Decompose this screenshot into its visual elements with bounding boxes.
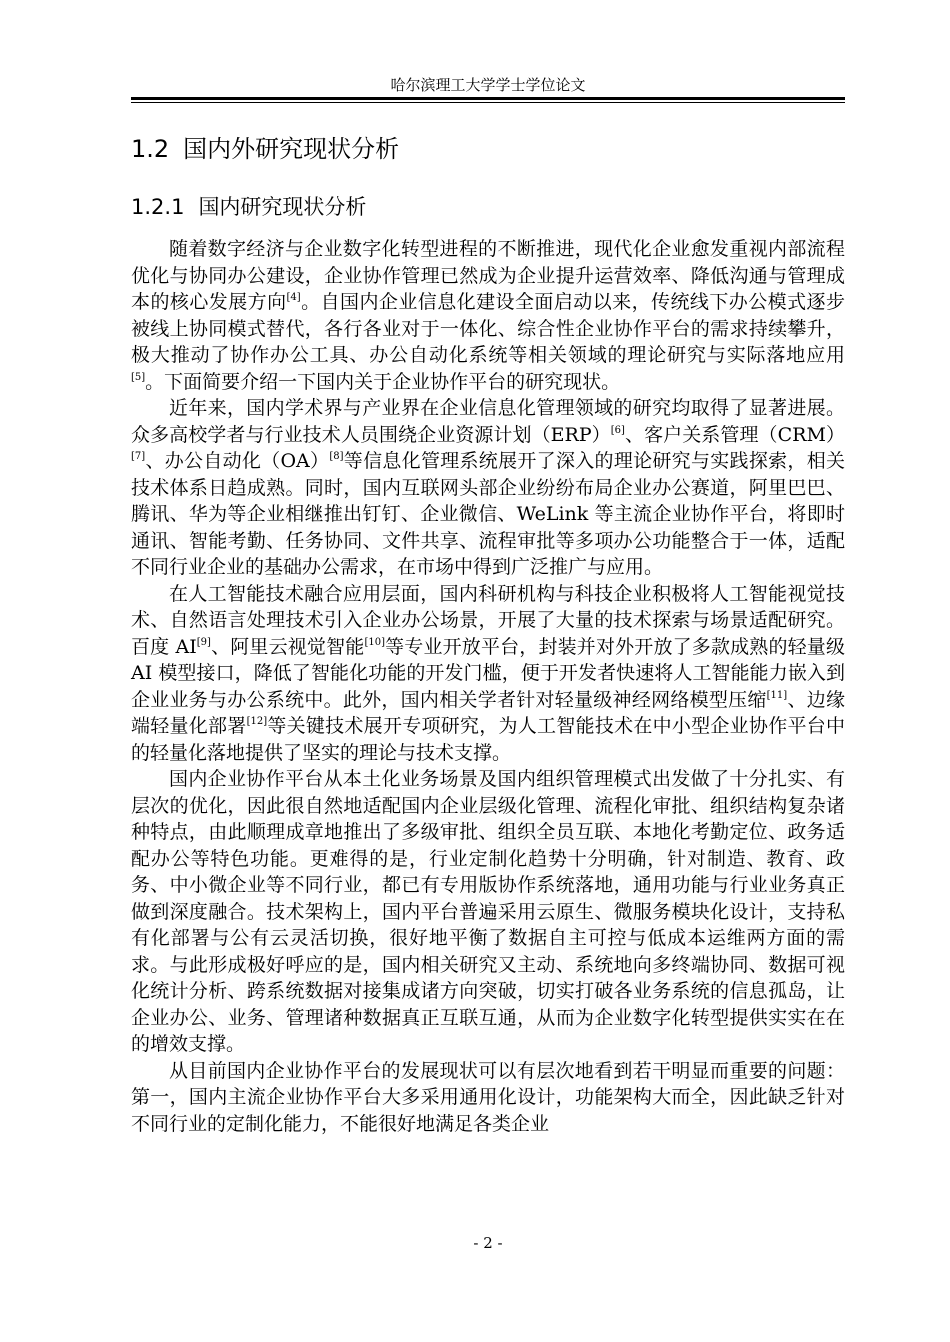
subsection-title: 国内研究现状分析 [198,195,367,219]
body-text [131,236,845,1137]
citation-ref: [9] [196,636,211,648]
header-rule [131,97,845,100]
citation-ref: [6] [610,424,625,436]
text-run: 在人工智能技术融合应用层面，国内科研机构与科技企业积极将人工智能视觉技术、自然语言处理技术引入企业办公场景，开展了大量的技术探索与场景适配研究。百度 AI [131,582,845,658]
paragraph [131,581,845,767]
text-run: 、客户关系管理（CRM） [624,423,845,446]
text-run: 从目前国内企业协作平台的发展现状可以有层次地看到若干明显而重要的问题：第一，国内主流企业协作平台大多采用通用化设计，功能架构大而全，因此缺乏针对不同行业的定制化能力，不能很好地满足各类企业 [131,1059,845,1135]
text-run: 国内企业协作平台从本土化业务场景及国内组织管理模式出发做了十分扎实、有层次的优化，因此很自然地适配国内企业层级化管理、流程化审批、组织结构复杂诸种特点，由此顺理成章地推出了多级审批、组织全员互联、本地化考勤定位、政务适配办公等特色功能。更难得的是，行业定制化趋势十分明确，针对制造、教育、政务、中小微企业等不同行业，都已有专用版协作系统落地，通用功能与行业业务真正做到深度融合。技术架构上，国内平台普遍采用云原生、微服务模块化设计，支持私有化部署与公有云灵活切换，很好地平衡了数据自主可控与低成本运维两方面的需求。与此形成极好呼应的是，国内相关研究又主动、系统地向多终端协同、数据可视化统计分析、跨系统数据对接集成诸方向突破，切实打破各业务系统的信息孤岛，让企业办公、业务、管理诸种数据真正互联互通，从而为企业数字化转型提供实实在在的增效支撑。 [131,768,845,1055]
citation-ref: [7] [131,451,146,462]
paragraph [131,395,845,581]
text-run: 、边缘端轻量化部署 [131,688,845,737]
page-number: - 2 - [473,1234,503,1252]
paragraph [131,236,845,395]
citation-ref: [10] [364,636,385,648]
citation-ref: [5] [131,371,146,383]
citation-ref: [11] [766,689,788,701]
citation-ref: [8] [329,451,344,462]
section-title: 国内外研究现状分析 [183,135,400,163]
text-run: 、阿里云视觉智能 [210,635,365,658]
section-heading [131,132,399,166]
section-number: 1.2 [131,135,170,163]
running-header: 哈尔滨理工大学学士学位论文 [390,76,586,94]
citation-ref: [4] [286,292,301,303]
paragraph [131,1058,845,1138]
subsection-heading [131,192,366,222]
text-run: 等信息化管理系统展开了深入的理论研究与实践探索，相关技术体系日趋成熟。同时，国内互联网头部企业纷纷布局企业办公赛道，阿里巴巴、腾讯、华为等企业相继推出钉钉、企业微信、WeLink 等主流企业协作平台，将即时通讯、智能考勤、任务协同、文件共享、流程审批等多项办公功能整合于一体，适配不同行业企业的基础办公需求，在市场中得到广泛推广与应用。 [131,450,845,578]
paragraph [131,766,845,1058]
text-run: 近年来，国内学术界与产业界在企业信息化管理领域的研究均取得了显著进展。众多高校学者与行业技术人员围绕企业资源计划（ERP） [131,397,845,446]
text-run: 。自国内企业信息化建设全面启动以来，传统线下办公模式逐步被线上协同模式替代，各行各业对于一体化、综合性企业协作平台的需求持续攀升，极大推动了协作办公工具、办公自动化系统等相关领域的理论研究与实际落地应用 [131,291,845,366]
header-rule-thin [131,102,845,103]
text-run: 等关键技术展开专项研究，为人工智能技术在中小型企业协作平台中的轻量化落地提供了坚实的理论与技术支撑。 [131,715,845,764]
text-run: 随着数字经济与企业数字化转型进程的不断推进，现代化企业愈发重视内部流程优化与协同办公建设，企业协作管理已然成为企业提升运营效率、降低沟通与管理成本的核心发展方向 [131,238,845,313]
citation-ref: [12] [246,716,268,727]
text-run: 等专业开放平台，封装并对外开放了多款成熟的轻量级 AI 模型接口，降低了智能化功能的开发门槛，便于开发者快速将人工智能能力嵌入到企业业务与办公系统中。此外，国内相关学者针对轻量级神经网络模型压缩 [131,635,845,711]
subsection-number: 1.2.1 [131,195,185,219]
text-run: 、办公自动化（OA） [145,450,330,472]
text-run: 。下面简要介绍一下国内关于企业协作平台的研究现状。 [145,370,621,393]
